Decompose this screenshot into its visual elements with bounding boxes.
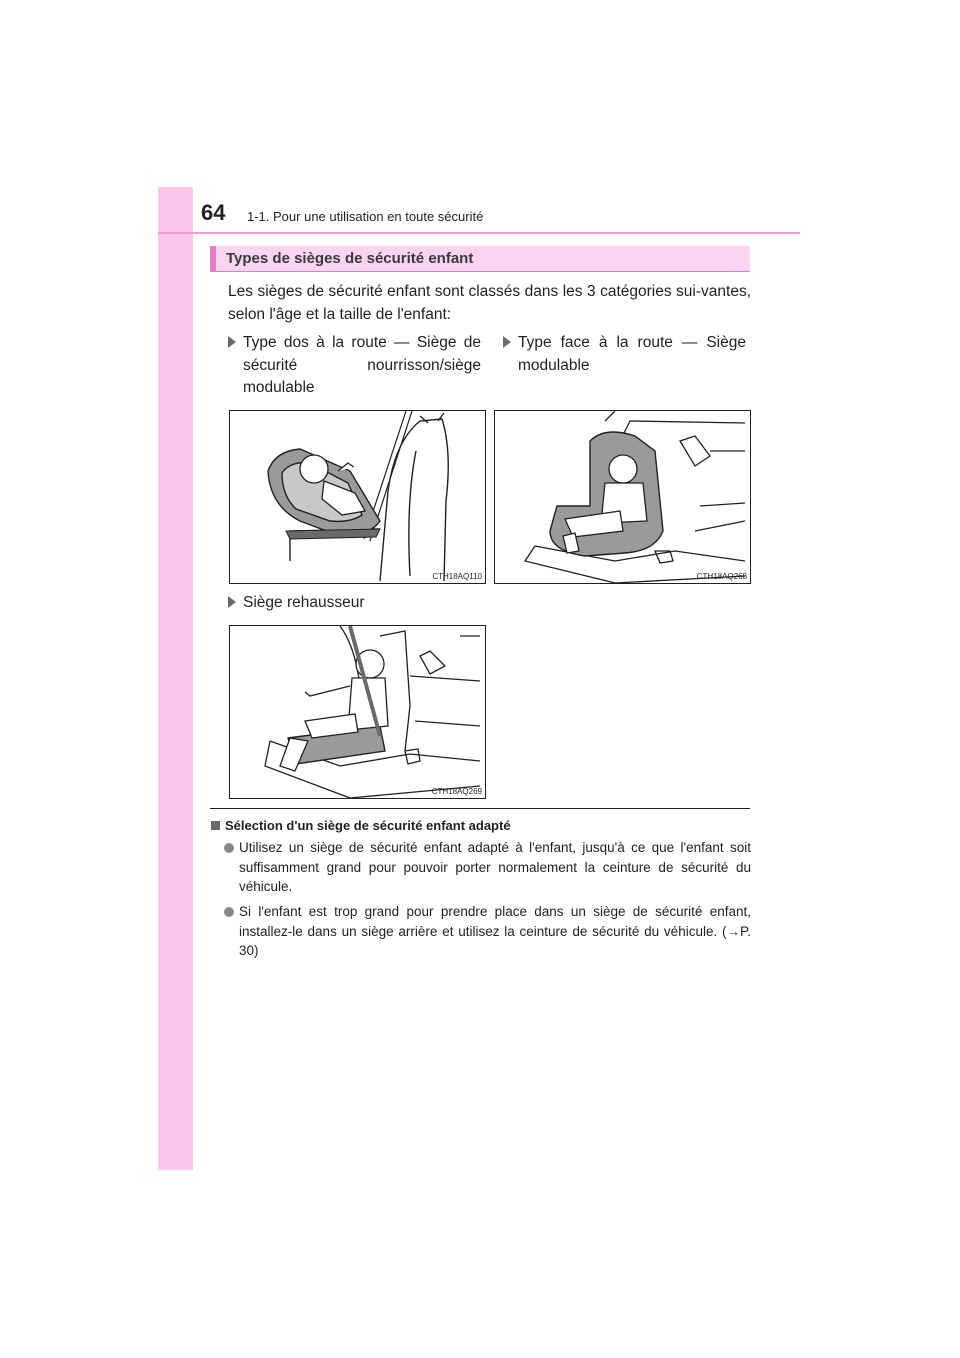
circle-bullet-icon	[224, 907, 234, 917]
triangle-right-icon	[228, 336, 236, 348]
figure-code-3: CTH18AQ269	[431, 787, 482, 796]
front-facing-seat-illustration	[495, 411, 751, 584]
square-icon	[211, 821, 220, 830]
circle-bullet-icon	[224, 843, 234, 853]
rear-facing-seat-illustration	[230, 411, 486, 584]
caption-front-facing-text: Type face à la route — Siège modulable	[518, 334, 746, 374]
page-number: 64	[201, 200, 226, 225]
selection-bullet-2-text: Si l'enfant est trop grand pour prendre place dans un siège de sécurité enfant, installez-le dans un siège arrière et utilisez la ceinture de sécurité du véhicule. (→P. 30)	[239, 904, 751, 958]
caption-rear-facing	[243, 332, 481, 400]
figure-front-facing-seat	[494, 410, 751, 584]
booster-seat-illustration	[230, 626, 486, 799]
figure-rear-facing-seat	[229, 410, 486, 584]
caption-booster	[243, 592, 481, 615]
header-rule	[158, 232, 800, 234]
selection-heading-text: Sélection d'un siège de sécurité enfant adapté	[225, 818, 511, 833]
selection-bullet-1	[239, 838, 751, 897]
figure-booster-seat	[229, 625, 486, 799]
intro-paragraph: Les sièges de sécurité enfant sont classés dans les 3 catégories sui-vantes, selon l'âge et la taille de l'enfant:	[228, 283, 751, 323]
triangle-right-icon	[228, 596, 236, 608]
caption-front-facing	[518, 332, 746, 377]
selection-bullet-1-text: Utilisez un siège de sécurité enfant adapté à l'enfant, jusqu'à ce que l'enfant soit suffisamment grand pour pouvoir porter normalement la ceinture de sécurité du véhicule.	[239, 840, 751, 894]
caption-booster-text: Siège rehausseur	[243, 594, 365, 611]
running-head: 1-1. Pour une utilisation en toute sécurité	[247, 209, 484, 224]
figure-code-1: CTH18AQ110	[432, 572, 482, 581]
section-title-underline	[210, 271, 750, 272]
separator-rule	[210, 808, 750, 809]
figure-code-2: CTH18AQ268	[696, 572, 747, 581]
side-color-tab	[158, 187, 193, 1170]
triangle-right-icon	[503, 336, 511, 348]
section-title: Types de sièges de sécurité enfant	[210, 246, 750, 271]
selection-bullet-2	[239, 902, 751, 961]
caption-rear-facing-text: Type dos à la route — Siège de sécurité nourrisson/siège modulable	[243, 334, 481, 396]
selection-heading	[211, 818, 511, 833]
